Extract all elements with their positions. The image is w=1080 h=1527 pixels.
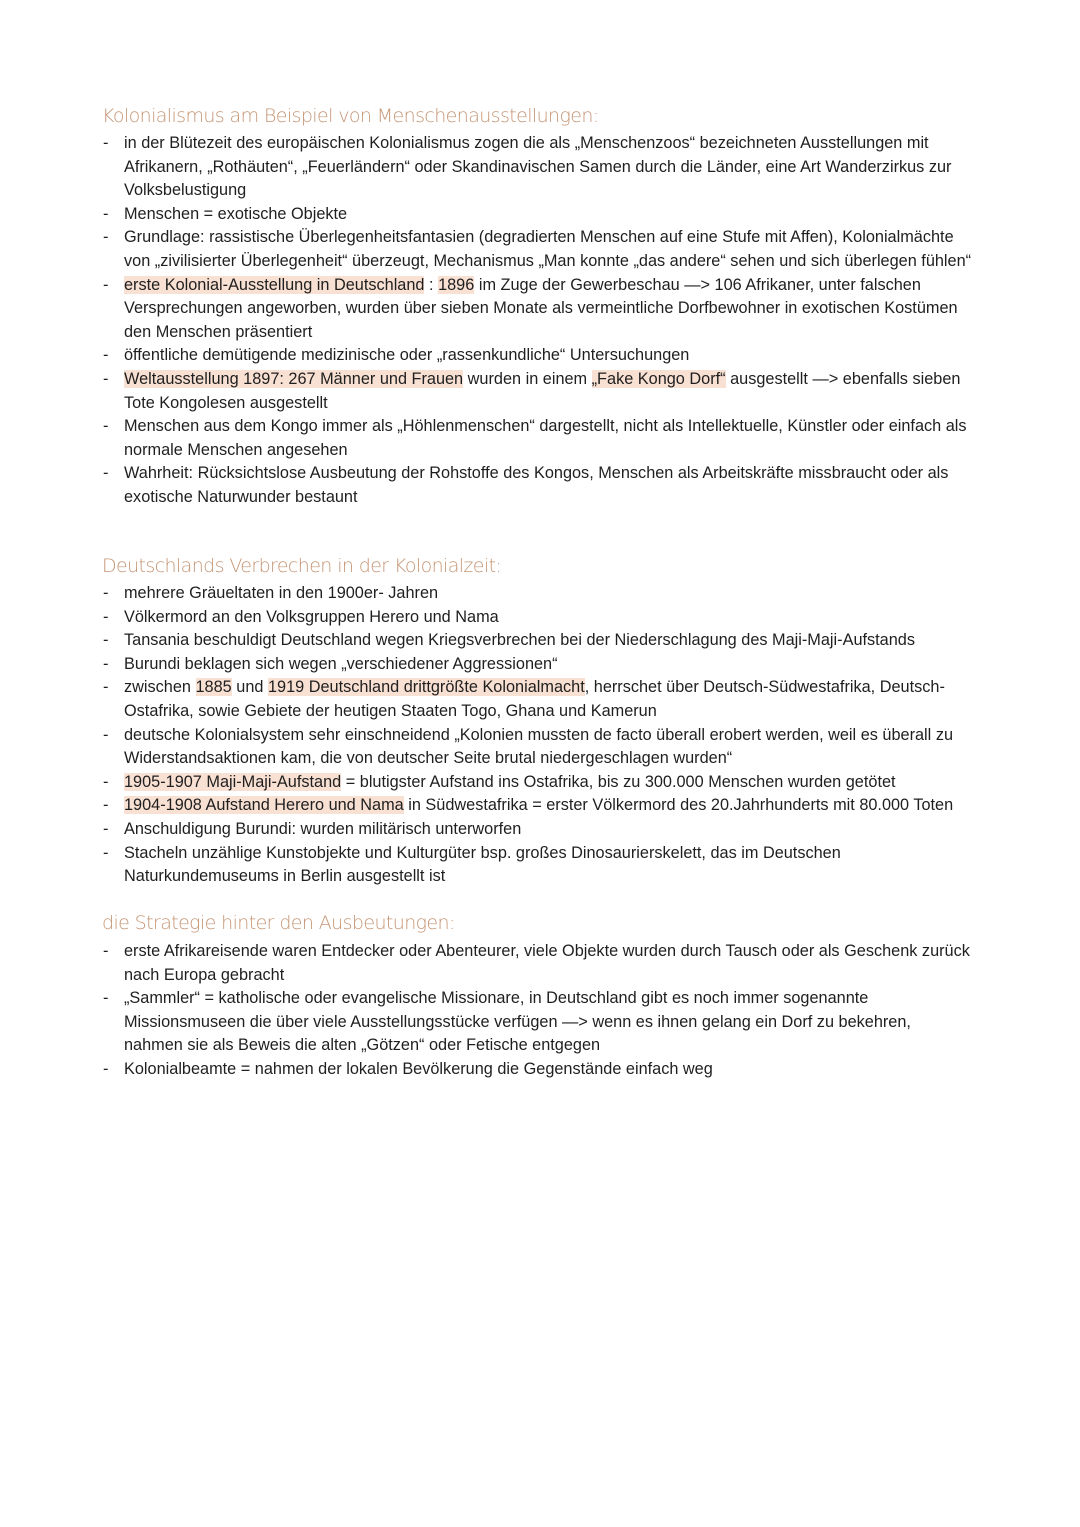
item-text: zwischen: [124, 678, 196, 697]
bullet-dash: -: [103, 346, 109, 365]
list-item: [102, 415, 974, 462]
item-text: deutsche Kolonialsystem sehr einschneidend „Kolonien mussten de facto überall erobert werden, weil es überall zu Widerstandsaktionen kam, die von deutscher Seite brutal niedergeschlagen wurden“: [124, 725, 954, 768]
bullet-dash: -: [103, 1059, 109, 1078]
list-item: [102, 582, 974, 606]
bullet-dash: -: [103, 772, 109, 791]
bullet-list-strategie: [102, 940, 974, 1082]
highlighted-text: Weltausstellung 1897: 267 Männer und Frauen: [124, 369, 464, 388]
list-item: [102, 226, 974, 273]
list-item: [102, 462, 974, 509]
item-text: in der Blütezeit des europäischen Kolonialismus zogen die als „Menschenzoos“ bezeichneten Ausstellungen mit Afrikanern, „Rothäuten“, „Feuerländern“ oder Skandinavischen Samen durch die Länder, eine Art Wanderzirkus zur Volksbelustigung: [124, 134, 952, 200]
bullet-list-menschenausstellungen: [102, 132, 974, 510]
item-text: Tansania beschuldigt Deutschland wegen Kriegsverbrechen bei der Niederschlagung des Maji-Maji-Aufstands: [124, 631, 915, 650]
list-item: [102, 771, 974, 795]
list-item: [102, 368, 974, 415]
bullet-dash: -: [103, 369, 109, 388]
bullet-dash: -: [103, 631, 109, 650]
list-item: [102, 629, 974, 653]
list-item: [102, 842, 974, 889]
highlighted-text: erste Kolonial-Ausstellung in Deutschland: [124, 275, 425, 294]
item-text: Grundlage: rassistische Überlegenheitsfantasien (degradierten Menschen auf eine Stufe mit Affen), Kolonialmächte von „zivilisierter Überlegenheit“ überzeugt, Mechanismus „Man konnte „das andere“ sehen und sich überlegen fühlen“: [124, 228, 972, 270]
highlighted-text: 1919 Deutschland drittgrößte Kolonialmacht: [267, 678, 585, 697]
list-item: [102, 344, 974, 368]
item-text: Burundi beklagen sich wegen „verschiedener Aggressionen“: [124, 654, 558, 673]
list-item: [102, 274, 974, 345]
bullet-dash: -: [103, 464, 109, 483]
item-text: öffentliche demütigende medizinische oder „rassenkundliche“ Untersuchungen: [124, 346, 690, 365]
item-text: Menschen aus dem Kongo immer als „Höhlenmenschen“ dargestellt, nicht als Intellektuelle, Künstler oder einfach als normale Menschen angesehen: [124, 417, 967, 459]
bullet-dash: -: [103, 134, 109, 152]
item-text: erste Afrikareisende waren Entdecker oder Abenteurer, viele Objekte wurden durch Tausch oder als Geschenk zurück nach Europa gebracht: [124, 942, 970, 984]
highlighted-text: „Fake Kongo Dorf“: [591, 369, 726, 388]
list-item: [102, 724, 974, 771]
item-text: im Zuge der Gewerbeschau —> 106 Afrikaner, unter falschen Versprechungen angeworben, wurden über sieben Monate als vermeintliche Dorfbewohner in exotischen Kostümen den Menschen präsentiert: [124, 275, 958, 341]
highlighted-text: 1904-1908 Aufstand Herero und Nama: [124, 796, 404, 815]
list-item: [102, 606, 974, 630]
list-item: [102, 940, 974, 987]
bullet-dash: -: [103, 228, 109, 247]
item-text: Kolonialbeamte = nahmen der lokalen Bevölkerung die Gegenstände einfach weg: [124, 1059, 713, 1078]
list-item: [102, 1058, 974, 1082]
bullet-dash: -: [103, 725, 109, 744]
section-title-verbrechen: Deutschlands Verbrechen in der Kolonialzeit:: [102, 555, 502, 577]
bullet-dash: -: [103, 796, 109, 815]
bullet-dash: -: [103, 204, 109, 223]
item-text: , herrschet über Deutsch-Südwestafrika, Deutsch-Ostafrika, sowie Gebiete der heutigen Staaten Togo, Ghana und Kamerun: [124, 678, 945, 720]
item-text: = blutigster Aufstand ins Ostafrika, bis zu 300.000 Menschen wurden getötet: [341, 772, 896, 791]
bullet-dash: -: [103, 275, 109, 294]
item-text: in Südwestafrika = erster Völkermord des 20.Jahrhunderts mit 80.000 Toten: [403, 796, 954, 815]
item-text: und: [231, 678, 268, 697]
bullet-dash: -: [103, 417, 109, 436]
bullet-dash: -: [103, 607, 109, 626]
item-text: mehrere Gräueltaten in den 1900er- Jahren: [124, 584, 439, 602]
item-text: :: [424, 275, 439, 294]
bullet-dash: -: [103, 819, 109, 838]
bullet-list-verbrechen: [102, 582, 974, 889]
item-text: Anschuldigung Burundi: wurden militärisch unterworfen: [124, 819, 522, 838]
section-title-menschenausstellungen: Kolonialismus am Beispiel von Menschenausstellungen:: [102, 105, 599, 127]
item-text: „Sammler“ = katholische oder evangelische Missionare, in Deutschland gibt es noch immer sogenannte Missionsmuseen die über viele Ausstellungsstücke verfügen —> wenn es ihnen gelang ein Dorf zu bekehren, nahmen sie als Beweis die alten „Götzen“ oder Fetische entgegen: [124, 989, 911, 1055]
bullet-dash: -: [103, 654, 109, 673]
list-item: [102, 676, 974, 723]
list-item: [102, 987, 974, 1058]
bullet-dash: -: [103, 678, 109, 697]
list-item: [102, 794, 974, 818]
bullet-dash: -: [103, 843, 109, 862]
highlighted-text: 1905-1907 Maji-Maji-Aufstand: [124, 772, 342, 791]
item-text: wurden in einem: [463, 369, 592, 388]
list-item: [102, 818, 974, 842]
item-text: Völkermord an den Volksgruppen Herero und Nama: [124, 607, 499, 626]
section-title-strategie: die Strategie hinter den Ausbeutungen:: [102, 912, 455, 934]
item-text: Stacheln unzählige Kunstobjekte und Kulturgüter bsp. großes Dinosaurierskelett, das im Deutschen Naturkundemuseums in Berlin ausgestellt ist: [124, 843, 841, 886]
item-text: Menschen = exotische Objekte: [124, 204, 348, 223]
bullet-dash: -: [103, 584, 109, 602]
highlighted-text: 1885: [195, 678, 232, 697]
list-item: [102, 203, 974, 227]
bullet-dash: -: [103, 989, 109, 1008]
list-item: [102, 132, 974, 203]
item-text: ausgestellt —> ebenfalls sieben Tote Kongolesen ausgestellt: [124, 369, 961, 412]
list-item: [102, 653, 974, 677]
item-text: Wahrheit: Rücksichtslose Ausbeutung der Rohstoffe des Kongos, Menschen als Arbeitskräfte missbraucht oder als exotische Naturwunder bestaunt: [124, 464, 949, 506]
bullet-dash: -: [103, 942, 109, 960]
highlighted-text: 1896: [438, 275, 475, 294]
